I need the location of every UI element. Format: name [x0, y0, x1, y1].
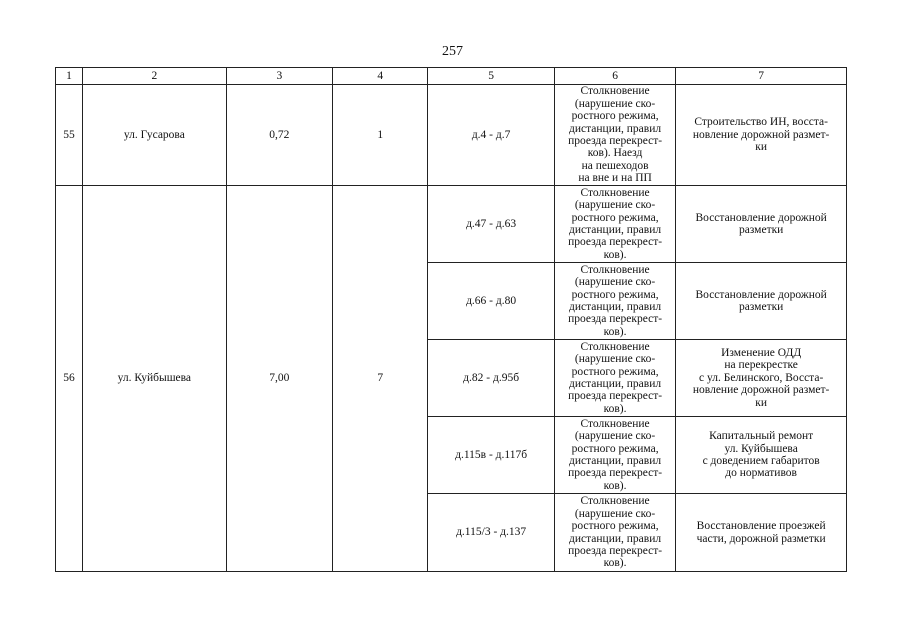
- measures: Восстановление дорожной разметки: [676, 186, 847, 263]
- count-value: 7: [333, 186, 428, 572]
- accident-cause: Столкновение (нарушение ско- ростного режима, дистанции, правил проезда перекрест- ков).: [554, 494, 675, 572]
- measures: Восстановление дорожной разметки: [676, 263, 847, 340]
- section-range: д.115в - д.117б: [428, 417, 554, 494]
- column-header: 2: [83, 68, 227, 85]
- measures: Изменение ОДД на перекрестке с ул. Белинского, Восста- новление дорожной размет- ки: [676, 340, 847, 417]
- page-number: 257: [442, 44, 463, 59]
- measures: Восстановление проезжей части, дорожной разметки: [676, 494, 847, 572]
- count-value: 1: [333, 85, 428, 186]
- table-row: [56, 186, 847, 263]
- section-range: д.115/3 - д.137: [428, 494, 554, 572]
- row-number: 55: [56, 85, 83, 186]
- section-range: д.66 - д.80: [428, 263, 554, 340]
- data-table: [55, 67, 847, 572]
- table-row: [56, 85, 847, 186]
- section-range: д.82 - д.95б: [428, 340, 554, 417]
- length-value: 0,72: [226, 85, 332, 186]
- length-value: 7,00: [226, 186, 332, 572]
- accident-cause: Столкновение (нарушение ско- ростного режима, дистанции, правил проезда перекрест- ков).: [554, 263, 675, 340]
- measures: Строительство ИН, восста- новление дорожной размет- ки: [676, 85, 847, 186]
- header-row: [56, 68, 847, 85]
- column-header: 7: [676, 68, 847, 85]
- street-name: ул. Гусарова: [83, 85, 227, 186]
- column-header: 1: [56, 68, 83, 85]
- measures: Капитальный ремонт ул. Куйбышева с доведением габаритов до нормативов: [676, 417, 847, 494]
- accident-cause: Столкновение (нарушение ско- ростного режима, дистанции, правил проезда перекрест- ков).: [554, 417, 675, 494]
- section-range: д.47 - д.63: [428, 186, 554, 263]
- accident-cause: Столкновение (нарушение ско- ростного режима, дистанции, правил проезда перекрест- ков). Наезд на пешеходов на вне и на ПП: [554, 85, 675, 186]
- column-header: 3: [226, 68, 332, 85]
- accident-cause: Столкновение (нарушение ско- ростного режима, дистанции, правил проезда перекрест- ков).: [554, 186, 675, 263]
- column-header: 4: [333, 68, 428, 85]
- column-header: 6: [554, 68, 675, 85]
- column-header: 5: [428, 68, 554, 85]
- accident-cause: Столкновение (нарушение ско- ростного режима, дистанции, правил проезда перекрест- ков).: [554, 340, 675, 417]
- section-range: д.4 - д.7: [428, 85, 554, 186]
- street-name: ул. Куйбышева: [83, 186, 227, 572]
- row-number: 56: [56, 186, 83, 572]
